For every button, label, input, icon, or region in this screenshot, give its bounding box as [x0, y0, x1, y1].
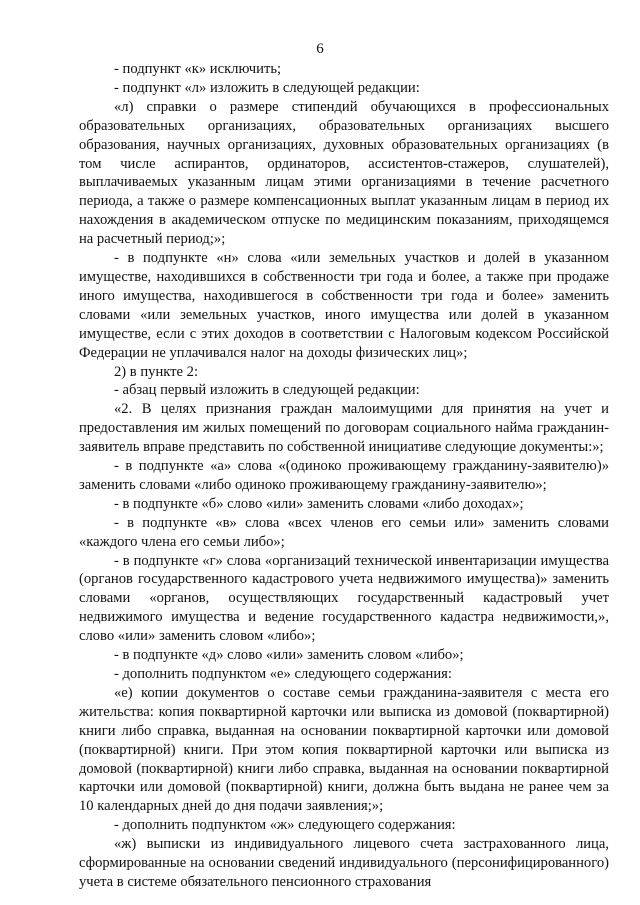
- paragraph-subitem-l-intro: - подпункт «л» изложить в следующей редакции:: [114, 79, 420, 96]
- paragraph-first-abzac-intro: - абзац первый изложить в следующей редакции:: [114, 382, 420, 399]
- paragraph-point-2-text: «2. В целях признания граждан малоимущими для принятия на учет и предоставления им жилых помещений по договорам социального найма гражданин-заявитель вправе представить по собственной инициативе следующие документы:»;: [79, 401, 609, 456]
- paragraph-subitem-zh-intro: - дополнить подпунктом «ж» следующего содержания:: [114, 817, 456, 834]
- paragraph-subitem-n-change: - в подпункте «н» слова «или земельных участков и долей в указанном имуществе, находившихся в собственности три года и более, а также при продаже иного имущества, находившегося в собственности три года и более» заменить словами «или земельных участков, иного имущества или долей в указанном имуществе, если с этих доходов в соответствии с Налоговым кодексом Российской Федерации не уплачивался налог на доходы физических лиц»;: [79, 250, 609, 361]
- paragraph-subitem-v-change: - в подпункте «в» слова «всех членов его семьи или» заменить словами «каждого члена его семьи либо»;: [79, 514, 609, 550]
- document-body: [79, 60, 609, 892]
- paragraph-subitem-g-change: - в подпункте «г» слова «организаций технической инвентаризации имущества (органов государственного кадастрового учета недвижимого имущества)» заменить словами «органов, осуществляющих государственный кадастровый учет недвижимого имущества и ведение государственного кадастра недвижимости,», слово «или» заменить словом «либо»;: [79, 552, 609, 645]
- paragraph-subitem-zh-text: «ж) выписки из индивидуального лицевого счета застрахованного лица, сформированные на основании сведений индивидуального (персонифицированного) учета в системе обязательного пенсионного страхования: [79, 836, 609, 890]
- paragraph-subitem-d-change: - в подпункте «д» слово «или» заменить словом «либо»;: [114, 647, 464, 664]
- paragraph-subitem-e-intro: - дополнить подпунктом «е» следующего содержания:: [114, 666, 452, 682]
- page-number: 6: [316, 41, 324, 57]
- paragraph-point-2-heading: 2) в пункте 2:: [114, 363, 199, 380]
- paragraph-subitem-e-text: «е) копии документов о составе семьи гражданина-заявителя с места его жительства: копия поквартирной карточки или выписка из домовой (поквартирной) книги либо справка, выданная на основании поквартирной карточки или домовой (поквартирной) книги. При этом копия поквартирной карточки или выписка из домовой (поквартирной) книги либо справка, выданная на основании поквартирной карточки или домовой (поквартирной) книги, должна быть выдана не ранее чем за 10 календарных дней до дня подачи заявления;»;: [79, 684, 609, 815]
- paragraph-subitem-a-change: - в подпункте «а» слова «(одиноко проживающему гражданину-заявителю)» заменить словами «либо одиноко проживающему гражданину-заявителю»;: [79, 458, 609, 493]
- paragraph-subitem-b-change: - в подпункте «б» слово «или» заменить словами «либо доходах»;: [114, 495, 524, 512]
- paragraph-subitem-l-text: «л) справки о размере стипендий обучающихся в профессиональных образовательных организациях, образовательных организациях высшего образования, научных организациях, духовных образовательных организациях (в том числе аспирантов, ординаторов, ассистентов-стажеров, слушателей), выплачиваемых указанным лицам этими организациями в течение расчетного периода, а также о размере компенсационных выплат указанным лицам в период их нахождения в академическом отпуске по медицинским показаниям, приходящемся на расчетный период;»;: [79, 98, 609, 248]
- paragraph-subitem-k-removed: - подпункт «к» исключить;: [114, 61, 282, 77]
